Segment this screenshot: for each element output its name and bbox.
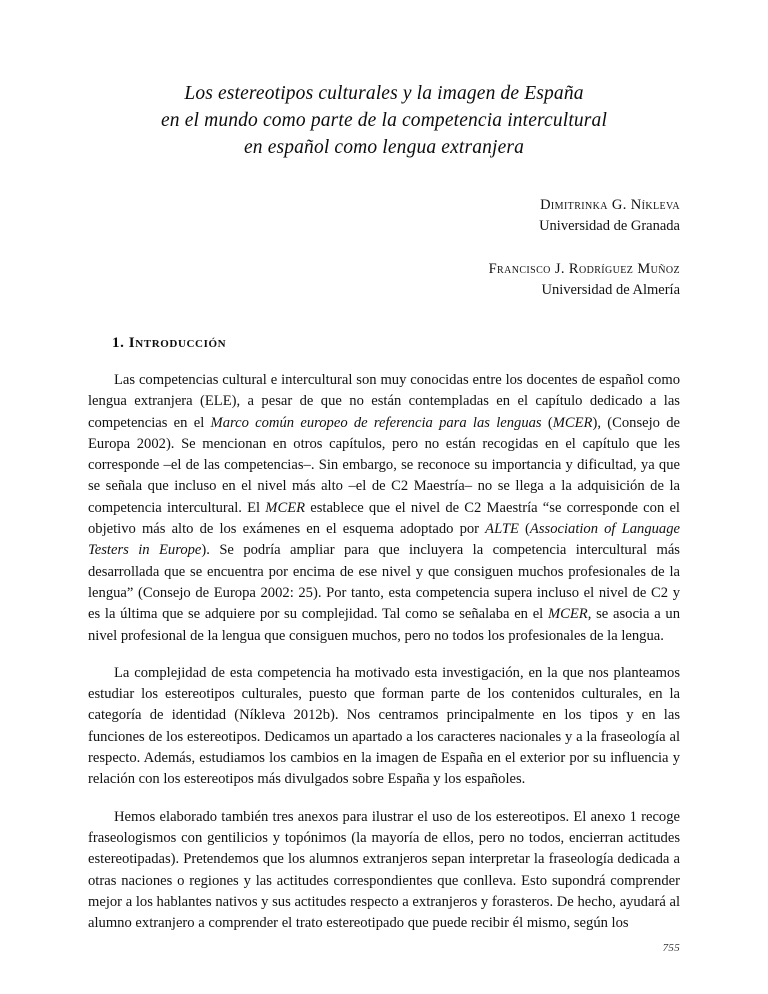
paragraph-3: Hemos elaborado también tres anexos para ilustrar el uso de los estereotipos. El anexo 1 recoge fraseologismos con gentilicios y topónimos (la mayoría de ellos, pero no todos, encierran actitudes estereotipadas). Pretendemos que los alumnos extranjeros sepan interpretar la fraseología dedicada a otras naciones o regiones y las actitudes correspondientes que conlleva. Esto supondrá comprender mejor a los hablantes nativos y sus actitudes respecto a extranjeros y forasteros. De hecho, ayudará al alumno extranjero a comprender el trato estereotipado que puede recibir él mismo, según los xyxy=(88,808,680,932)
title-line-2: en el mundo como parte de la competencia intercultural xyxy=(160,110,608,131)
author-affiliation-2: Universidad de Almería xyxy=(541,282,680,298)
author-block-2 xyxy=(88,259,680,301)
title-line-3: en español como lengua extranjera xyxy=(243,137,525,158)
title-line-1: Los estereotipos culturales y la imagen de España xyxy=(184,83,584,104)
paragraph-2: La complejidad de esta competencia ha motivado esta investigación, en la que nos planteamos estudiar los estereotipos culturales, puesto que forman parte de los contenidos culturales, en la categoría de identidad (Níkleva 2012b). Nos centramos principalmente en los tipos y en las funciones de los estereotipos. Dedicamos un apartado a los caracteres nacionales y a la fraseología al respecto. Además, estudiamos los cambios en la imagen de España en el exterior por su influencia y relación con los estereotipos más divulgados sobre España y los españoles. xyxy=(88,664,680,788)
section-heading-introduccion: 1. Introducción xyxy=(112,335,227,351)
article-title xyxy=(88,80,680,161)
page-number: 755 xyxy=(662,942,680,954)
author-name-1: Dimitrinka G. Níkleva xyxy=(540,197,680,213)
paragraph-1: Las competencias cultural e intercultural son muy conocidas entre los docentes de español como lengua extranjera (ELE), a pesar de que no están contempladas en el capítulo dedicado a las competencias en el Marco común europeo de referencia para las lenguas (MCER), (Consejo de Europa 2002). Se mencionan en otros capítulos, pero no están recogidas en el capítulo que les corresponde –el de las competencias–. Sin embargo, se reconoce su importancia y dificultad, ya que se señala que incluso en el nivel más alto –el de C2 Maestría– no se llega a la adquisición de la competencia intercultural. El MCER establece que el nivel de C2 Maestría “se corresponde con el objetivo más alto de los exámenes en el esquema adoptado por ALTE (Association of Language Testers in Europe). Se podría ampliar para que incluyera la competencia intercultural más desarrollada que se encuentra por encima de ese nivel y que consiguen muchos profesionales de la lengua” (Consejo de Europa 2002: 25). Por tanto, esta competencia supera incluso el nivel de C2 y es la última que se adquiere por su complejidad. Tal como se señalaba en el MCER, se asocia a un nivel profesional de la lengua que consiguen muchos, pero no todos los profesionales de la lengua. xyxy=(88,372,681,644)
author-name-2: Francisco J. Rodríguez Muñoz xyxy=(488,261,680,277)
author-affiliation-1: Universidad de Granada xyxy=(539,218,680,234)
author-block-1 xyxy=(88,195,680,237)
